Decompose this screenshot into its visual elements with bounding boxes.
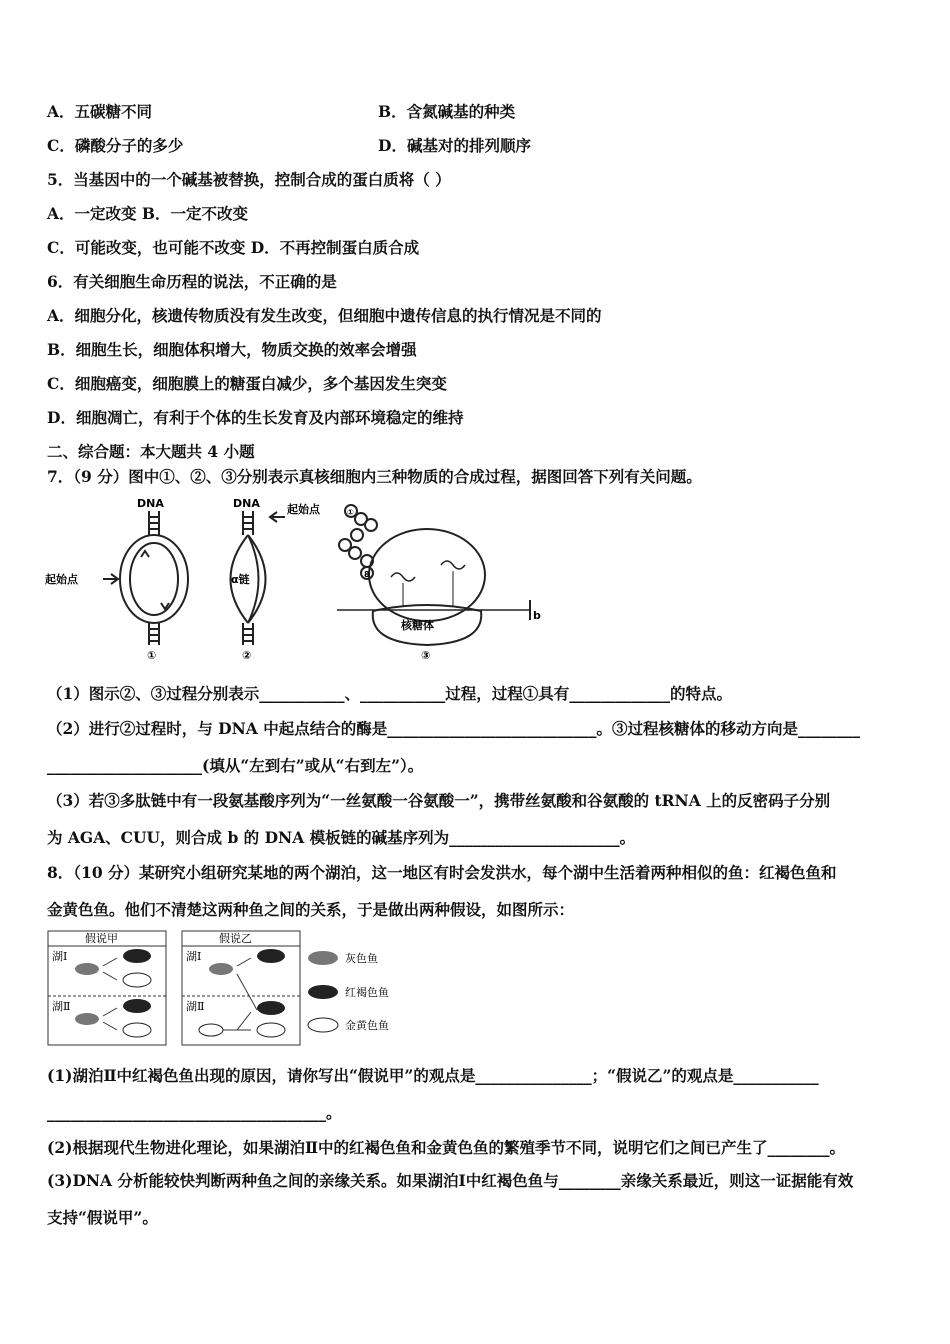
- q8-part3-line1: (3)DNA 分析能较快判断两种鱼之间的亲缘关系。如果湖泊Ⅰ中红褐色鱼与________亲缘关系最近，则这一证据能有效: [47, 1171, 854, 1190]
- q8-part3-line2: 支持“假说甲”。: [47, 1208, 158, 1227]
- q6-option-d: D．细胞凋亡，有利于个体的生长发育及内部环境稳定的维持: [47, 408, 464, 427]
- q4-option-c: C．磷酸分子的多少: [47, 136, 184, 155]
- legend-gold: 金黄色鱼: [345, 1019, 389, 1032]
- hyp-a-lake2: 湖Ⅱ: [52, 1000, 71, 1013]
- hyp-b-lake2: 湖Ⅱ: [186, 1000, 205, 1013]
- q7-stem: 7．（9 分）图中①、②、③分别表示真核细胞内三种物质的合成过程，据图回答下列有关问题。: [47, 467, 702, 486]
- q5-options-cd: C．可能改变，也可能不改变 D．不再控制蛋白质合成: [47, 238, 420, 257]
- fig-num-1: ①: [147, 649, 157, 662]
- q6-option-b: B．细胞生长，细胞体积增大，物质交换的效率会增强: [47, 340, 417, 359]
- q8-part2: (2)根据现代生物进化理论，如果湖泊Ⅱ中的红褐色鱼和金黄色鱼的繁殖季节不同，说明它们之间已产生了________。: [47, 1138, 846, 1157]
- fig-b-label: b: [533, 609, 541, 622]
- q5-options-ab: A．一定改变 B．一定不改变: [47, 204, 249, 223]
- fig-origin-top: 起始点: [287, 503, 320, 516]
- fig-chain-1: ①: [347, 508, 354, 517]
- legend-brown: 红褐色鱼: [345, 986, 389, 999]
- hyp-b-lake1: 湖Ⅰ: [186, 950, 202, 963]
- q6-option-c: C．细胞癌变，细胞膜上的糖蛋白减少，多个基因发生突变: [47, 374, 447, 393]
- fig-num-2: ②: [242, 649, 252, 662]
- q4-option-b: B．含氮碱基的种类: [378, 102, 516, 121]
- q8-figure: [47, 930, 427, 1048]
- q7-part2-line2: ____________________(填从“左到右”或从“右到左”）。: [47, 756, 424, 775]
- fig-alpha-chain: α链: [231, 573, 250, 586]
- fig-num-3: ③: [421, 649, 431, 662]
- fish-icons: [75, 949, 338, 1037]
- fig-dna-label-1: DNA: [137, 497, 164, 510]
- q6-option-a: A．细胞分化，核遗传物质没有发生改变，但细胞中遗传信息的执行情况是不同的: [47, 306, 602, 325]
- hyp-a-lake1: 湖Ⅰ: [52, 950, 68, 963]
- legend-gray: 灰色鱼: [345, 952, 378, 965]
- fig-dna-label-2: DNA: [233, 497, 260, 510]
- q7-part1: （1）图示②、③过程分别表示___________、___________过程，过程①具有_____________的特点。: [47, 684, 733, 703]
- q7-part2-line1: （2）进行②过程时，与 DNA 中起点结合的酶是___________________________。③过程核糖体的移动方向是________: [47, 719, 860, 738]
- q7-part3-line1: （3）若③多肽链中有一段氨基酸序列为“一丝氨酸一谷氨酸一”，携带丝氨酸和谷氨酸的 tRNA 上的反密码子分别: [47, 791, 831, 810]
- fig-origin-left: 起始点: [45, 573, 78, 586]
- q7-part3-line2: 为 AGA、CUU，则合成 b 的 DNA 模板链的碱基序列为______________________。: [47, 828, 636, 847]
- fig-chain-8: 8: [364, 570, 370, 579]
- q8-stem-line1: 8．（10 分）某研究小组研究某地的两个湖泊，这一地区有时会发洪水，每个湖中生活着两种相似的鱼：红褐色鱼和: [47, 863, 837, 882]
- section-heading: 二、综合题：本大题共 4 小题: [47, 442, 255, 461]
- q6-stem: 6．有关细胞生命历程的说法，不正确的是: [47, 272, 337, 291]
- q8-stem-line2: 金黄色鱼。他们不清楚这两种鱼之间的关系，于是做出两种假设，如图所示：: [47, 900, 575, 919]
- q5-stem: 5．当基因中的一个碱基被替换，控制合成的蛋白质将（ ）: [47, 170, 451, 189]
- hyp-a-title: 假说甲: [85, 932, 118, 945]
- q8-part1-line1: (1)湖泊Ⅱ中红褐色鱼出现的原因，请你写出“假说甲”的观点是_______________；“假说乙”的观点是___________: [47, 1066, 819, 1085]
- fig-ribosome-label: 核糖体: [401, 619, 434, 632]
- hyp-b-title: 假说乙: [219, 932, 252, 945]
- q8-part1-line2: ____________________________________。: [47, 1103, 342, 1122]
- q4-option-d: D．碱基对的排列顺序: [378, 136, 531, 155]
- q4-option-a: A．五碳糖不同: [47, 102, 153, 121]
- q7-figure: [45, 495, 565, 665]
